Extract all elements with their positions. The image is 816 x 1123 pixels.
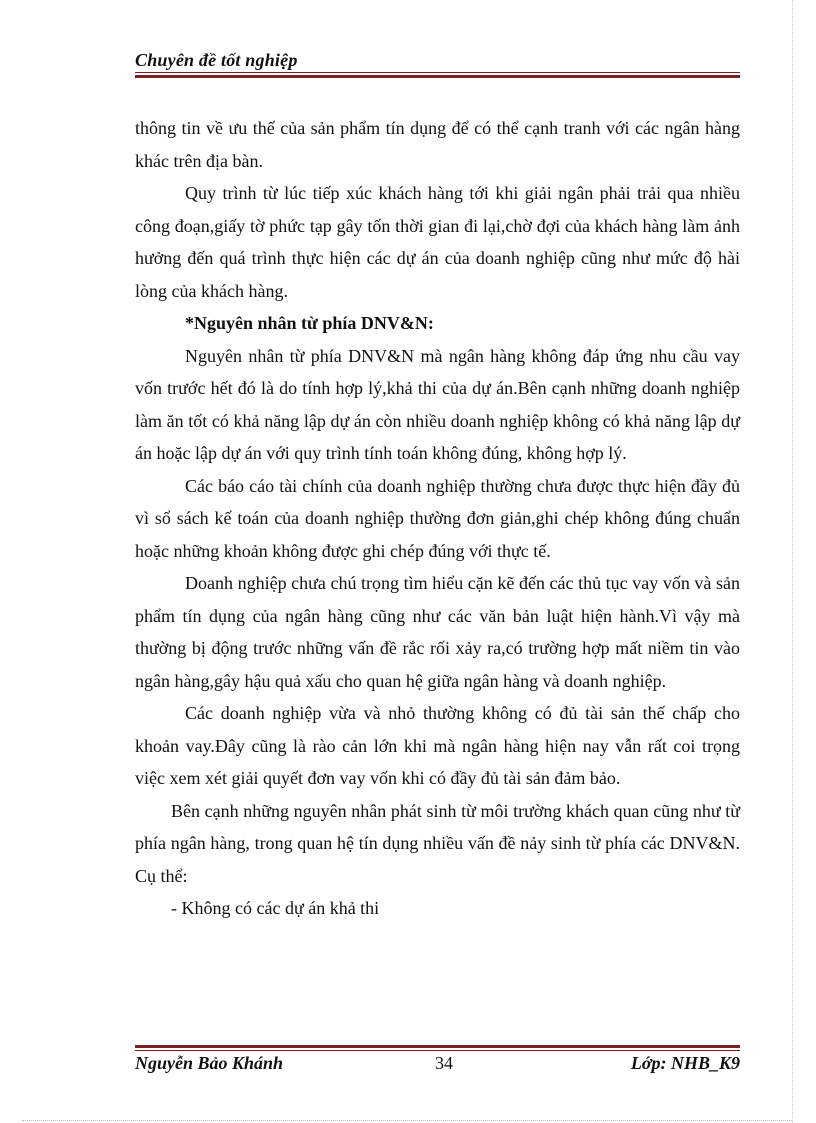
page-number: 34 [435,1053,453,1073]
list-item: - Không có các dự án khả thi [171,898,380,918]
paragraph-7: Bên cạnh những nguyên nhân phát sinh từ môi trường khách quan cũng như từ phía ngân hàng, trong quan hệ tín dụng nhiều vấn đề nảy sinh từ phía các DNV&N. Cụ thể: [135,800,740,886]
footer-author: Nguyễn Bảo Khánh [135,1053,284,1073]
footer-rule-thin [135,1050,740,1051]
paragraph-6: Các doanh nghiệp vừa và nhỏ thường không có đủ tài sản thế chấp cho khoản vay.Đây cũng là rào cản lớn khi mà ngân hàng hiện nay vẫn rất coi trọng việc xem xét giải quyết đơn vay vốn khi có đầy đủ tài sản đảm bảo. [135,703,740,788]
footer-rule-thick [135,1045,740,1048]
paragraph-4: Các báo cáo tài chính của doanh nghiệp thường chưa được thực hiện đầy đủ vì sổ sách kế toán của doanh nghiệp thường đơn giản,ghi chép không đúng chuẩn hoặc những khoản không được ghi chép đúng với thực tế. [135,475,740,561]
body-text [135,112,740,925]
footer-class: Lớp: NHB_K9 [630,1053,740,1073]
header-rule-thin [135,72,740,73]
page-border-right [792,0,793,1123]
section-heading: *Nguyên nhân từ phía DNV&N: [185,313,434,333]
paragraph-1: thông tin về ưu thế của sản phẩm tín dụng để có thể cạnh tranh với các ngân hàng khác trên địa bàn. [135,118,740,171]
paragraph-2: Quy trình từ lúc tiếp xúc khách hàng tới khi giải ngân phải trải qua nhiều công đoạn,giấy tờ phức tạp gây tốn thời gian đi lại,chờ đợi của khách hàng làm ảnh hưởng đến quá trình thực hiện các dự án của doanh nghiệp cũng như mức độ hài lòng của khách hàng. [135,183,740,301]
header-rule-thick [135,75,740,78]
header-title: Chuyên đề tốt nghiệp [135,50,298,70]
page-border-bottom [22,1120,792,1121]
paragraph-5: Doanh nghiệp chưa chú trọng tìm hiểu cặn kẽ đến các thủ tục vay vốn và sản phẩm tín dụng của ngân hàng cũng như các văn bản luật hiện hành.Vì vậy mà thường bị động trước những vấn đề rắc rối xảy ra,có trường hợp mất niềm tin vào ngân hàng,gây hậu quả xấu cho quan hệ giữa ngân hàng và doanh nghiệp. [135,573,740,691]
paragraph-3: Nguyên nhân từ phía DNV&N mà ngân hàng không đáp ứng nhu cầu vay vốn trước hết đó là do tính hợp lý,khả thi của dự án.Bên cạnh những doanh nghiệp làm ăn tốt có khả năng lập dự án còn nhiều doanh nghiệp không có khả năng lập dự án hoặc lập dự án với quy trình tính toán không đúng, không hợp lý. [135,345,740,463]
